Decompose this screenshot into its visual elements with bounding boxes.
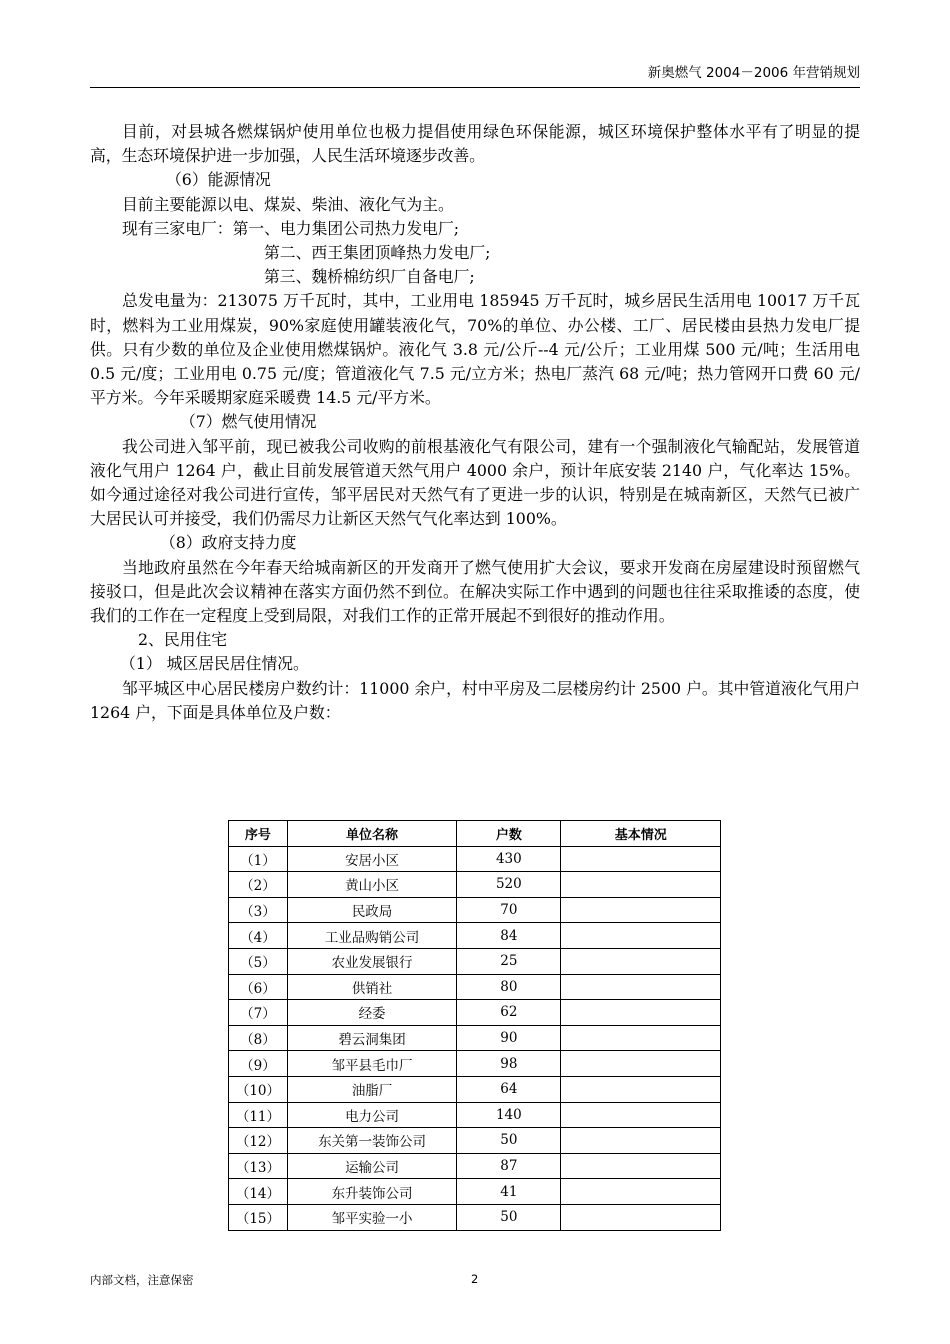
table-cell: 邹平县毛巾厂 xyxy=(287,1051,456,1077)
table-cell xyxy=(561,897,721,923)
section-heading: （1） 城区居民居住情况。 xyxy=(120,654,309,674)
table-cell xyxy=(561,974,721,1000)
table-cell: （12） xyxy=(229,1128,288,1154)
table-cell: （13） xyxy=(229,1153,288,1179)
section-heading: 2、民用住宅 xyxy=(138,630,228,650)
table-row xyxy=(229,846,721,872)
table-row xyxy=(229,948,721,974)
table-row xyxy=(229,1153,721,1179)
column-header: 序号 xyxy=(229,821,288,847)
table-cell: 84 xyxy=(457,923,561,949)
table-row xyxy=(229,1051,721,1077)
paragraph: 现有三家电厂：第一、电力集团公司热力发电厂; xyxy=(122,218,460,238)
column-header: 单位名称 xyxy=(287,821,456,847)
footer-note: 内部文档，注意保密 xyxy=(90,1273,194,1287)
document-body xyxy=(90,120,860,725)
table-cell: 东升装饰公司 xyxy=(287,1179,456,1205)
paragraph: 当地政府虽然在今年春天给城南新区的开发商开了燃气使用扩大会议，要求开发商在房屋建设时预留燃气接驳口，但是此次会议精神在落实方面仍然不到位。在解决实际工作中遇到的问题也往往采取推诿的态度，使我们的工作在一定程度上受到局限，对我们工作的正常开展起不到很好的推动作用。 xyxy=(90,557,860,626)
table-cell: （9） xyxy=(229,1051,288,1077)
paragraph: 邹平城区中心居民楼房户数约计：11000 余户，村中平房及二层楼房约计 2500 户。其中管道液化气用户 1264 户，下面是具体单位及户数： xyxy=(90,678,860,722)
table-cell: 安居小区 xyxy=(287,846,456,872)
section-heading: （8）政府支持力度 xyxy=(160,533,297,553)
table-cell: （14） xyxy=(229,1179,288,1205)
households-table xyxy=(228,820,721,1231)
table-cell xyxy=(561,1153,721,1179)
table-cell: 经委 xyxy=(287,1000,456,1026)
table-cell: 东关第一装饰公司 xyxy=(287,1128,456,1154)
table-row xyxy=(229,1076,721,1102)
column-header: 户数 xyxy=(457,821,561,847)
table-cell: （11） xyxy=(229,1102,288,1128)
table-cell: 90 xyxy=(457,1025,561,1051)
table-header-row xyxy=(229,821,721,847)
table-cell: （4） xyxy=(229,923,288,949)
table-cell: 50 xyxy=(457,1204,561,1230)
table-cell: 工业品购销公司 xyxy=(287,923,456,949)
paragraph: 第二、西王集团顶峰热力发电厂; xyxy=(264,243,491,263)
table-cell xyxy=(561,1000,721,1026)
table-body xyxy=(229,846,721,1230)
table-cell: 50 xyxy=(457,1128,561,1154)
column-header: 基本情况 xyxy=(561,821,721,847)
page-header xyxy=(90,63,860,88)
table-cell xyxy=(561,948,721,974)
table-row xyxy=(229,1025,721,1051)
table-cell xyxy=(561,846,721,872)
table-cell xyxy=(561,1102,721,1128)
table-cell: 碧云洞集团 xyxy=(287,1025,456,1051)
table-cell: （5） xyxy=(229,948,288,974)
table-cell xyxy=(561,1204,721,1230)
table-cell: 140 xyxy=(457,1102,561,1128)
table-cell: （1） xyxy=(229,846,288,872)
table-cell: 62 xyxy=(457,1000,561,1026)
table-row xyxy=(229,1128,721,1154)
table-cell: 98 xyxy=(457,1051,561,1077)
table-row xyxy=(229,923,721,949)
table-cell xyxy=(561,1179,721,1205)
table-cell xyxy=(561,1025,721,1051)
table-cell: 民政局 xyxy=(287,897,456,923)
table-row xyxy=(229,897,721,923)
table-row xyxy=(229,1000,721,1026)
table-row xyxy=(229,1204,721,1230)
table-cell: 供销社 xyxy=(287,974,456,1000)
table-row xyxy=(229,1179,721,1205)
table-row xyxy=(229,974,721,1000)
table-cell: 520 xyxy=(457,872,561,898)
table-cell: 25 xyxy=(457,948,561,974)
table-cell: 油脂厂 xyxy=(287,1076,456,1102)
paragraph: 目前主要能源以电、煤炭、柴油、液化气为主。 xyxy=(122,194,454,214)
table-cell: 邹平实验一小 xyxy=(287,1204,456,1230)
table-cell: 64 xyxy=(457,1076,561,1102)
table-cell: 80 xyxy=(457,974,561,1000)
table-cell xyxy=(561,1076,721,1102)
table-row xyxy=(229,872,721,898)
table-cell: 电力公司 xyxy=(287,1102,456,1128)
paragraph: 我公司进入邹平前，现已被我公司收购的前根基液化气有限公司，建有一个强制液化气输配站，发展管道液化气用户 1264 户，截止目前发展管道天然气用户 4000 余户，预计年底安装 2140 户，气化率达 15%。如今通过途径对我公司进行宣传，邹平居民对天然气有了更进一步的认识，特别是在城南新区，天然气已被广大居民认可并接受，我们仍需尽力让新区天然气气化率达到 100%。 xyxy=(90,436,860,529)
table-cell xyxy=(561,1051,721,1077)
table-cell: 运输公司 xyxy=(287,1153,456,1179)
table-cell xyxy=(561,872,721,898)
page-number: 2 xyxy=(471,1272,479,1286)
table-cell: （15） xyxy=(229,1204,288,1230)
paragraph: 第三、魏桥棉纺织厂自备电厂; xyxy=(264,267,475,287)
table-cell: 41 xyxy=(457,1179,561,1205)
table-cell: （6） xyxy=(229,974,288,1000)
paragraph: 总发电量为：213075 万千瓦时，其中，工业用电 185945 万千瓦时，城乡居民生活用电 10017 万千瓦时，燃料为工业用煤炭，90%家庭使用罐装液化气，70%的单位、办公楼、工厂、居民楼由县热力发电厂提供。只有少数的单位及企业使用燃煤锅炉。液化气 3.8 元/公斤--4 元/公斤；工业用煤 500 元/吨；生活用电 0.5 元/度；工业用电 0.75 元/度；管道液化气 7.5 元/立方米；热电厂蒸汽 68 元/吨；热力管网开口费 60 元/平方米。今年采暖期家庭采暖费 14.5 元/平方米。 xyxy=(90,291,860,408)
table-cell: 黄山小区 xyxy=(287,872,456,898)
table-cell xyxy=(561,1128,721,1154)
table-row xyxy=(229,1102,721,1128)
table-cell: （8） xyxy=(229,1025,288,1051)
table-cell: 430 xyxy=(457,846,561,872)
table-cell: （2） xyxy=(229,872,288,898)
table-cell: （7） xyxy=(229,1000,288,1026)
table-cell: （10） xyxy=(229,1076,288,1102)
table-cell: 农业发展银行 xyxy=(287,948,456,974)
header-title: 新奥燃气 2004－2006 年营销规划 xyxy=(647,65,860,81)
section-heading: （7）燃气使用情况 xyxy=(180,412,317,432)
section-heading: （6）能源情况 xyxy=(166,170,271,190)
table-cell: （3） xyxy=(229,897,288,923)
table-cell: 70 xyxy=(457,897,561,923)
paragraph: 目前，对县城各燃煤锅炉使用单位也极力提倡使用绿色环保能源，城区环境保护整体水平有了明显的提高，生态环境保护进一步加强，人民生活环境逐步改善。 xyxy=(90,122,860,166)
table-cell: 87 xyxy=(457,1153,561,1179)
table-cell xyxy=(561,923,721,949)
